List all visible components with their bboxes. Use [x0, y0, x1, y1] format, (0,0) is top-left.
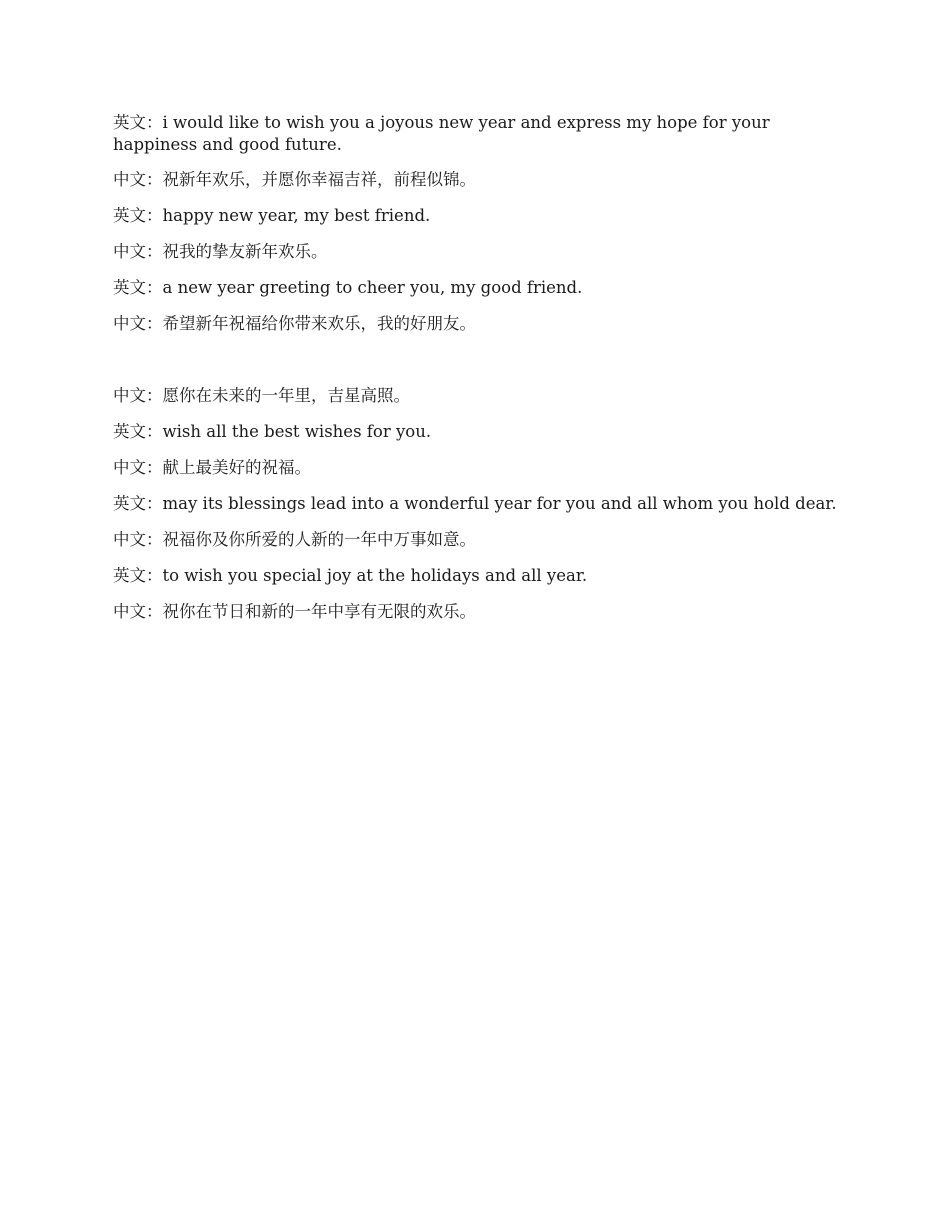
- language-label: 中文：: [113, 602, 163, 621]
- paragraph-english: [113, 277, 838, 299]
- language-label: 中文：: [113, 242, 163, 261]
- sentence-text: wish all the best wishes for you.: [162, 422, 432, 441]
- sentence-text: 献上最美好的祝福。: [162, 458, 311, 477]
- sentence-text: 祝新年欢乐，并愿你幸福吉祥，前程似锦。: [162, 170, 476, 189]
- sentence-text: happy new year, my best friend.: [162, 206, 431, 225]
- paragraph-chinese: [113, 241, 838, 263]
- paragraph-english: [113, 493, 838, 515]
- language-label: 英文：: [113, 278, 163, 297]
- paragraph-gap: [113, 349, 838, 385]
- sentence-text: 祝我的挚友新年欢乐。: [162, 242, 328, 261]
- sentence-text: 祝福你及你所爱的人新的一年中万事如意。: [162, 530, 476, 549]
- language-label: 中文：: [113, 314, 163, 333]
- paragraph-chinese: [113, 313, 838, 335]
- paragraph-chinese: [113, 529, 838, 551]
- sentence-text: may its blessings lead into a wonderful year for you and all whom you hold dear.: [162, 494, 837, 513]
- sentence-text: 祝你在节日和新的一年中享有无限的欢乐。: [162, 602, 476, 621]
- sentence-text: to wish you special joy at the holidays and all year.: [162, 566, 588, 585]
- language-label: 英文：: [113, 566, 163, 585]
- document-page: [113, 112, 838, 637]
- paragraph-english: [113, 112, 838, 156]
- language-label: 中文：: [113, 530, 163, 549]
- sentence-text: 希望新年祝福给你带来欢乐，我的好朋友。: [162, 314, 476, 333]
- language-label: 中文：: [113, 170, 163, 189]
- paragraph-english: [113, 421, 838, 443]
- sentence-text: a new year greeting to cheer you, my good friend.: [162, 278, 583, 297]
- paragraph-english: [113, 565, 838, 587]
- paragraph-chinese: [113, 601, 838, 623]
- language-label: 中文：: [113, 458, 163, 477]
- language-label: 英文：: [113, 422, 163, 441]
- paragraph-chinese: [113, 169, 838, 191]
- paragraph-chinese: [113, 457, 838, 479]
- sentence-text: 愿你在未来的一年里，吉星高照。: [162, 386, 410, 405]
- language-label: 英文：: [113, 206, 163, 225]
- language-label: 英文：: [113, 113, 163, 132]
- paragraph-english: [113, 205, 838, 227]
- paragraph-chinese: [113, 385, 838, 407]
- language-label: 英文：: [113, 494, 163, 513]
- language-label: 中文：: [113, 386, 163, 405]
- sentence-text: i would like to wish you a joyous new year and express my hope for your happiness and good future.: [113, 113, 770, 154]
